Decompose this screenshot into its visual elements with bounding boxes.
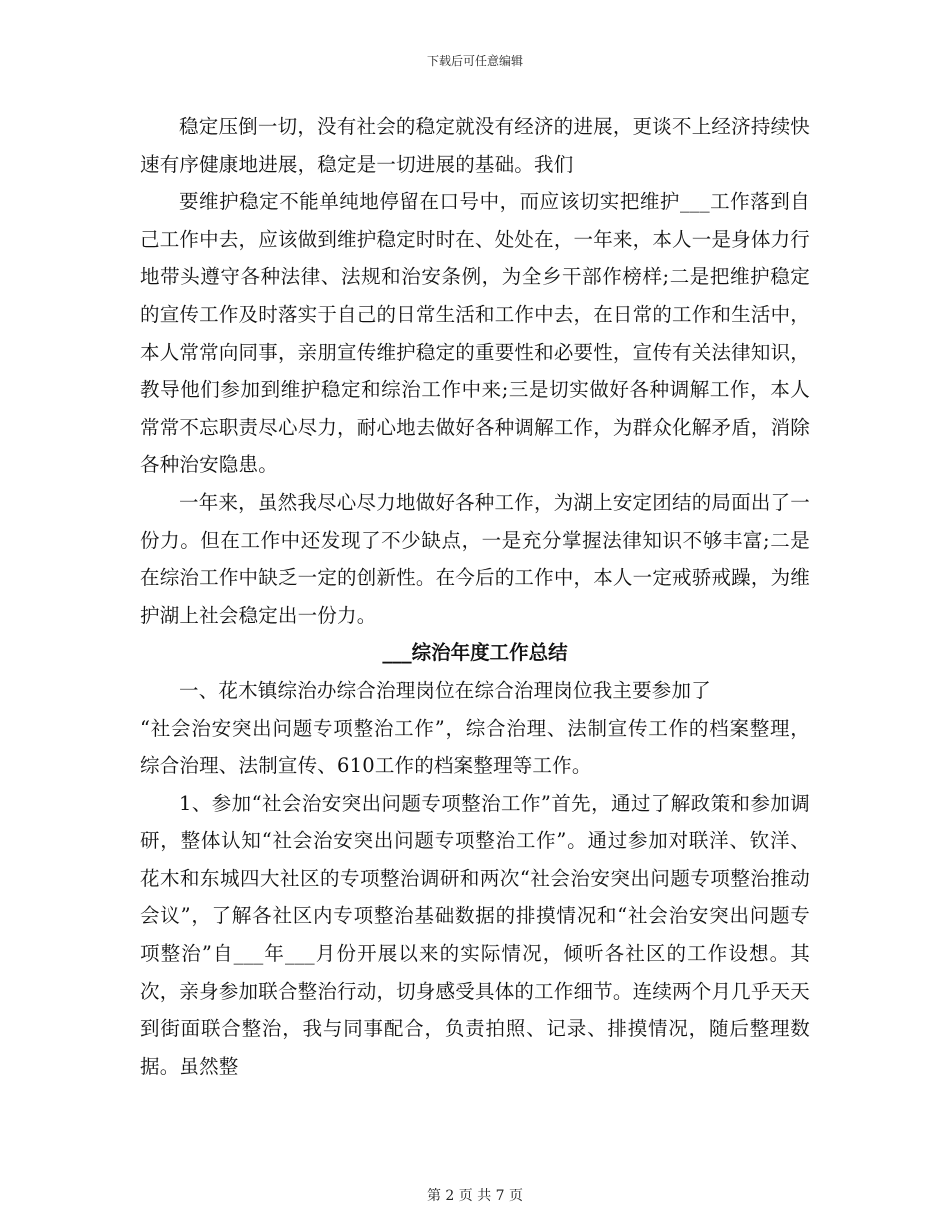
document-body [140, 108, 810, 1085]
paragraph-3: 一年来，虽然我尽心尽力地做好各种工作，为湖上安定团结的局面出了一份力。但在工作中还发现了不少缺点，一是充分掌握法律知识不够丰富;二是在综治工作中缺乏一定的创新性。在今后的工作中，本人一定戒骄戒躁，为维护湖上社会稳定出一份力。 [140, 490, 810, 627]
paragraph-1: 稳定压倒一切，没有社会的稳定就没有经济的进展，更谈不上经济持续快速有序健康地进展，稳定是一切进展的基础。我们 [140, 115, 810, 176]
page-header: 下载后可任意编辑 [426, 54, 523, 68]
paragraph-6: 1、参加“社会治安突出问题专项整治工作”首先，通过了解政策和参加调研，整体认知“社会治安突出问题专项整治工作”。通过参加对联洋、钦洋、花木和东城四大社区的专项整治调研和两次“社会治安突出问题专项整治推动会议”，了解各社区内专项整治基础数据的排摸情况和“社会治安突出问题专项整治”自___年___月份开展以来的实际情况，倾听各社区的工作设想。其次，亲身参加联合整治行动，切身感受具体的工作细节。连续两个月几乎天天到街面联合整治，我与同事配合，负责拍照、记录、排摸情况，随后整理数据。虽然整 [140, 791, 810, 1078]
paragraph-2: 要维护稳定不能单纯地停留在口号中，而应该切实把维护___工作落到自己工作中去，应该做到维护稳定时时在、处处在，一年来，本人一是身体力行地带头遵守各种法律、法规和治安条例，为全乡干部作榜样;二是把维护稳定的宣传工作及时落实于自己的日常生活和工作中去，在日常的工作和生活中，本人常常向同事，亲朋宣传维护稳定的重要性和必要性，宣传有关法律知识，教导他们参加到维护稳定和综治工作中来;三是切实做好各种调解工作，本人常常不忘职责尽心尽力，耐心地去做好各种调解工作，为群众化解矛盾，消除各种治安隐患。 [140, 190, 810, 477]
page-footer: 第 2 页 共 7 页 [426, 1188, 524, 1204]
paragraph-5: “社会治安突出问题专项整治工作”，综合治理、法制宣传工作的档案整理，综合治理、法制宣传、610工作的档案整理等工作。 [140, 716, 810, 778]
paragraph-4: 一、花木镇综治办综合治理岗位在综合治理岗位我主要参加了 [179, 678, 711, 702]
section-heading: ___综治年度工作总结 [382, 641, 568, 665]
